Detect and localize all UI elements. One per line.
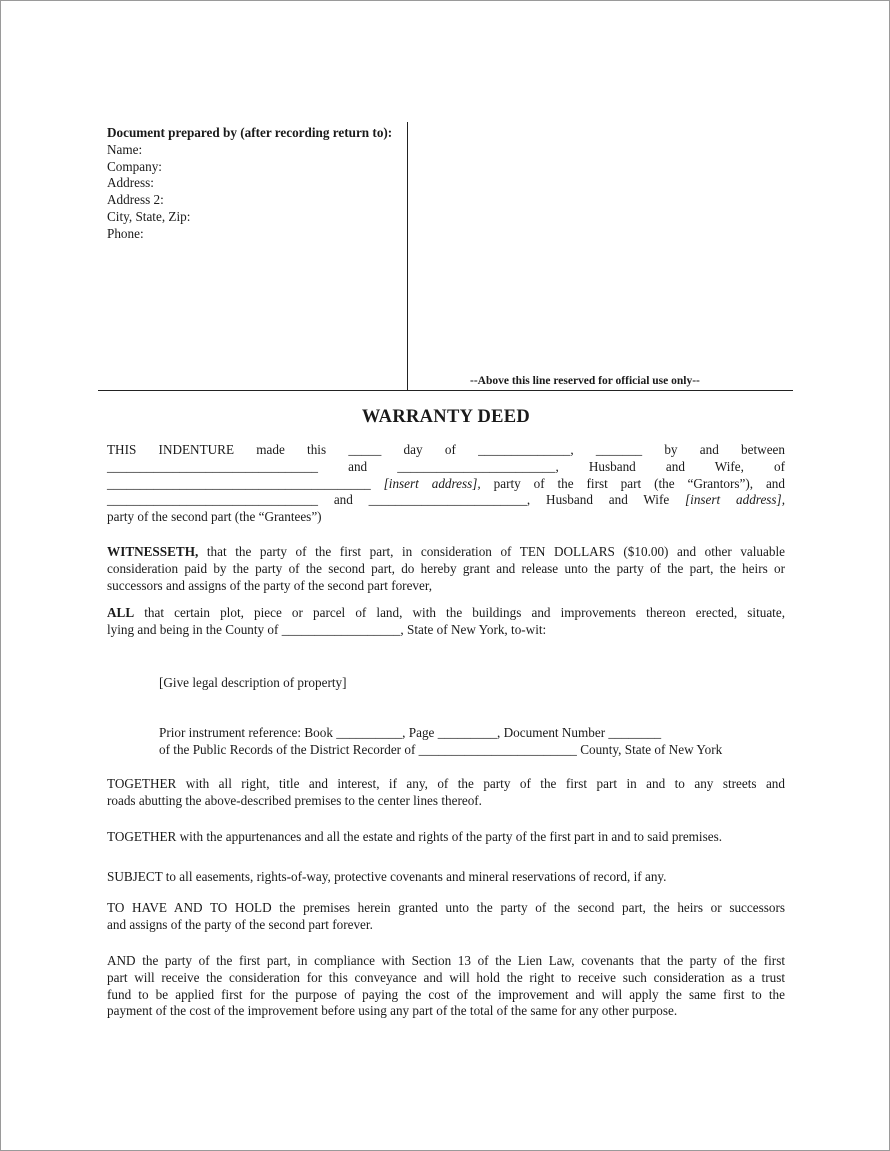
subject-paragraph bbox=[107, 869, 785, 886]
lien-law-line-2: part will receive the consideration for this conveyance and will hold the right to receive such consideration as a trust bbox=[107, 969, 785, 985]
habendum-line-2: and assigns of the party of the second part forever. bbox=[107, 916, 373, 932]
grantees-names-text: ________________________________ and ________________________, Husband and Wife bbox=[107, 492, 670, 508]
indenture-line-3 bbox=[107, 476, 785, 493]
prior-instrument-line-2: of the Public Records of the District Recorder of ________________________ County, State of New York bbox=[159, 741, 723, 757]
grantors-text: party of the first part (the “Grantors”), and bbox=[493, 475, 785, 491]
together-appurtenances-paragraph bbox=[107, 829, 785, 846]
lien-law-line-1: AND the party of the first part, in compliance with Section 13 of the Lien Law, covenants that the party of the first bbox=[107, 953, 785, 968]
indenture-address-blank: ________________________________________ bbox=[107, 475, 371, 491]
legal-description-placeholder: [Give legal description of property] bbox=[159, 675, 347, 690]
lien-law-paragraph bbox=[107, 953, 785, 1020]
witnesseth-line-1 bbox=[107, 544, 785, 561]
all-clause-line-1 bbox=[107, 605, 785, 622]
together-rights-paragraph bbox=[107, 776, 785, 810]
together-rights-line-1: TOGETHER with all right, title and interest, if any, of the party of the first part in and to any streets and bbox=[107, 776, 785, 791]
prepared-by-company-label: Company: bbox=[107, 158, 162, 174]
header-divider-line bbox=[407, 122, 408, 390]
all-clause-paragraph bbox=[107, 605, 785, 639]
prepared-by-address-label: Address: bbox=[107, 175, 154, 191]
witnesseth-line-2: consideration paid by the party of the second part, do hereby grant and release unto the party of the part, the heirs or bbox=[107, 560, 785, 576]
indenture-line-2: ________________________________ and ________________________, Husband and Wife, of bbox=[107, 458, 785, 474]
witnesseth-lead: WITNESSETH, bbox=[107, 544, 199, 559]
subject-line: SUBJECT to all easements, rights-of-way, protective covenants and mineral reservations of record, if any. bbox=[107, 869, 667, 884]
prepared-by-title: Document prepared by (after recording return to): bbox=[107, 125, 393, 140]
all-clause-line-2: lying and being in the County of __________________, State of New York, to-wit: bbox=[107, 621, 547, 637]
lien-law-line-4: payment of the cost of the improvement before using any part of the total of the same for any other purpose. bbox=[107, 1003, 678, 1019]
prepared-by-block bbox=[107, 125, 403, 243]
habendum-paragraph bbox=[107, 900, 785, 934]
recording-header bbox=[98, 122, 793, 391]
together-rights-line-2: roads abutting the above-described premises to the center lines thereof. bbox=[107, 792, 482, 808]
insert-address-placeholder: [insert address], bbox=[383, 475, 481, 491]
official-use-note: --Above this line reserved for official use only-- bbox=[470, 375, 700, 387]
witnesseth-line-3: successors and assigns of the party of the second part forever, bbox=[107, 577, 433, 593]
prepared-by-name-label: Name: bbox=[107, 141, 143, 157]
indenture-paragraph bbox=[107, 442, 785, 526]
insert-address-placeholder-2: [insert address], bbox=[685, 492, 785, 508]
lien-law-line-3: fund to be applied first for the purpose of paying the cost of the improvement and will apply the same first to the bbox=[107, 986, 785, 1002]
habendum-line-1: TO HAVE AND TO HOLD the premises herein granted unto the party of the second part, the heirs or successors bbox=[107, 900, 785, 915]
prior-instrument-line-1: Prior instrument reference: Book __________, Page _________, Document Number ________ bbox=[159, 725, 662, 740]
witnesseth-paragraph bbox=[107, 544, 785, 594]
prepared-by-phone-label: Phone: bbox=[107, 225, 144, 241]
together-appurtenances-line: TOGETHER with the appurtenances and all the estate and rights of the party of the first part in and to said premises. bbox=[107, 829, 723, 844]
witnesseth-line-1-text: that the party of the first part, in consideration of TEN DOLLARS ($10.00) and other valuable bbox=[206, 544, 785, 559]
indenture-line-4 bbox=[107, 492, 785, 509]
prepared-by-city-state-zip-label: City, State, Zip: bbox=[107, 208, 191, 224]
prior-instrument-block bbox=[159, 725, 785, 759]
all-clause-line-1-text: that certain plot, piece or parcel of land, with the buildings and improvements thereon erected, situate, bbox=[144, 605, 785, 620]
document-title: WARRANTY DEED bbox=[361, 407, 531, 427]
all-clause-lead: ALL bbox=[107, 605, 135, 620]
indenture-line-5: party of the second part (the “Grantees”) bbox=[107, 509, 322, 525]
prepared-by-address2-label: Address 2: bbox=[107, 192, 164, 208]
indenture-line-1: THIS INDENTURE made this _____ day of ______________, _______ by and between bbox=[107, 442, 785, 457]
